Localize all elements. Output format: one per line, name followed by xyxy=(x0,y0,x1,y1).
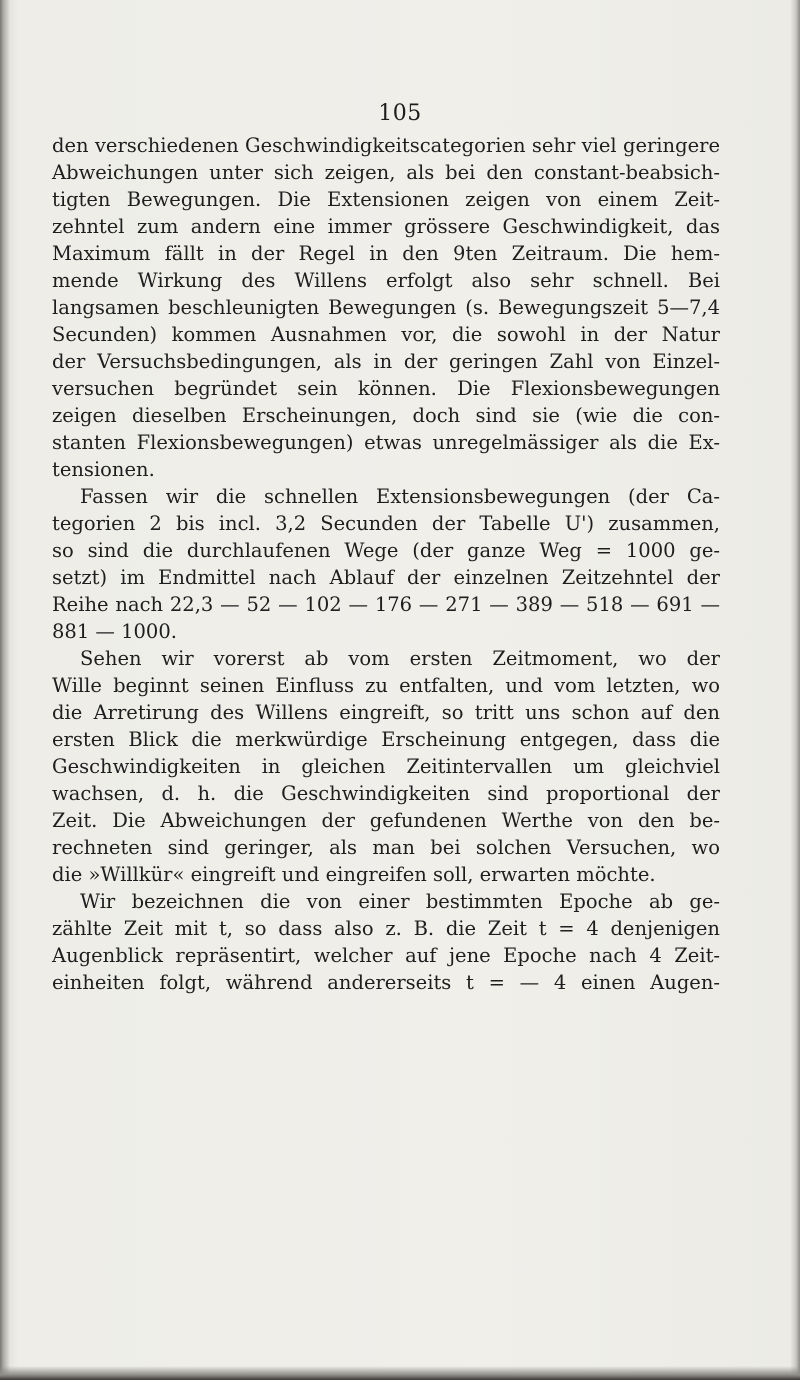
text-line: Secunden) kommen Ausnahmen vor, die sowohl in der Natur xyxy=(52,323,720,346)
text-line: so sind die durchlaufenen Wege (der ganze Weg = 1000 ge- xyxy=(52,539,720,562)
page-bottom-shadow xyxy=(0,1366,800,1380)
text-line: den verschiedenen Geschwindigkeitscategorien sehr viel geringere xyxy=(52,134,720,157)
page-edge-shadow xyxy=(790,0,800,1380)
text-line: versuchen begründet sein können. Die Flexionsbewegungen xyxy=(52,377,720,400)
text-line: die »Willkür« eingreift und eingreifen soll, erwarten möchte. xyxy=(52,863,656,886)
text-line: Maximum fällt in der Regel in den 9ten Zeitraum. Die hem- xyxy=(52,242,720,265)
body-text xyxy=(52,132,720,996)
text-line: Augenblick repräsentirt, welcher auf jene Epoche nach 4 Zeit- xyxy=(52,944,720,967)
text-line: die Arretirung des Willens eingreift, so tritt uns schon auf den xyxy=(52,701,720,724)
page-gutter-shadow xyxy=(0,0,10,1380)
text-line: setzt) im Endmittel nach Ablauf der einzelnen Zeitzehntel der xyxy=(52,566,720,589)
text-line: Sehen wir vorerst ab vom ersten Zeitmoment, wo der xyxy=(80,647,720,670)
text-line: mende Wirkung des Willens erfolgt also sehr schnell. Bei xyxy=(52,269,720,292)
text-line: Wir bezeichnen die von einer bestimmten Epoche ab ge- xyxy=(80,890,720,913)
text-line: 881 — 1000. xyxy=(52,620,177,643)
text-line: Zeit. Die Abweichungen der gefundenen Werthe von den be- xyxy=(52,809,720,832)
text-line: ersten Blick die merkwürdige Erscheinung entgegen, dass die xyxy=(52,728,720,751)
text-line: wachsen, d. h. die Geschwindigkeiten sind proportional der xyxy=(52,782,720,805)
text-line: zehntel zum andern eine immer grössere Geschwindigkeit, das xyxy=(52,215,720,238)
text-line: stanten Flexionsbewegungen) etwas unregelmässiger als die Ex- xyxy=(52,431,720,454)
text-line: Reihe nach 22,3 — 52 — 102 — 176 — 271 — 389 — 518 — 691 — xyxy=(52,593,720,616)
text-line: der Versuchsbedingungen, als in der geringen Zahl von Einzel- xyxy=(52,350,720,373)
text-line: Geschwindigkeiten in gleichen Zeitintervallen um gleichviel xyxy=(52,755,720,778)
text-line: tegorien 2 bis incl. 3,2 Secunden der Tabelle U') zusammen, xyxy=(52,512,720,535)
text-line: zählte Zeit mit t, so dass also z. B. die Zeit t = 4 denjenigen xyxy=(52,917,720,940)
text-line: rechneten sind geringer, als man bei solchen Versuchen, wo xyxy=(52,836,720,859)
text-line: zeigen dieselben Erscheinungen, doch sind sie (wie die con- xyxy=(52,404,720,427)
text-line: Fassen wir die schnellen Extensionsbewegungen (der Ca- xyxy=(80,485,720,508)
text-line: tensionen. xyxy=(52,458,155,481)
text-line: Wille beginnt seinen Einfluss zu entfalten, und vom letzten, wo xyxy=(52,674,720,697)
text-line: einheiten folgt, während andererseits t = — 4 einen Augen- xyxy=(52,971,720,994)
page-number: 105 xyxy=(378,101,422,126)
text-line: tigten Bewegungen. Die Extensionen zeigen von einem Zeit- xyxy=(52,188,720,211)
text-line: langsamen beschleunigten Bewegungen (s. Bewegungszeit 5—7,4 xyxy=(52,296,720,319)
text-line: Abweichungen unter sich zeigen, als bei den constant-beabsich- xyxy=(52,161,720,184)
